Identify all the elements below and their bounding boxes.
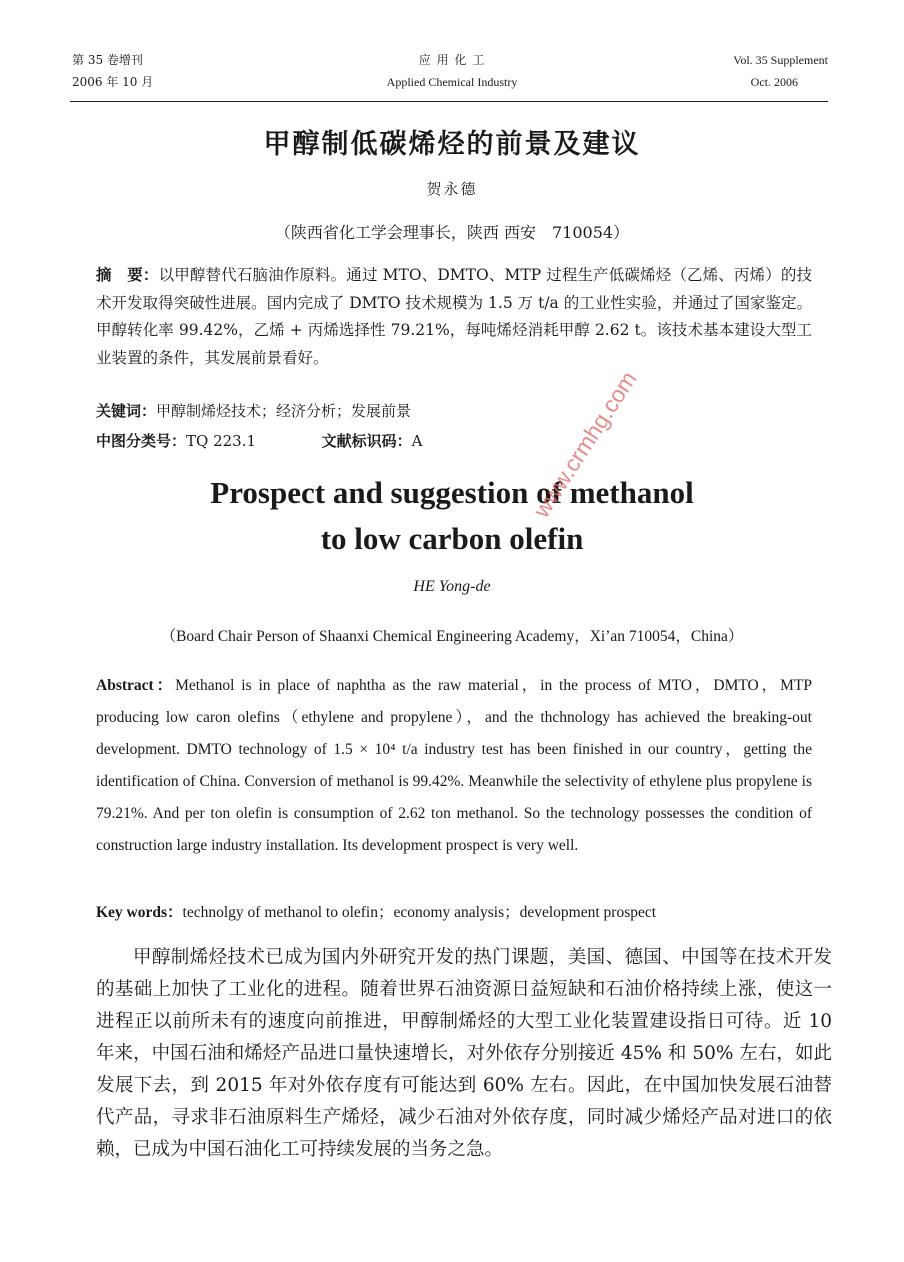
- paper-title-en-line2: to low carbon olefin: [320, 521, 584, 556]
- paper-title-en-line1: Prospect and suggestion of methanol: [210, 475, 694, 510]
- keywords-cn-text: 甲醇制烯烃技术；经济分析；发展前景: [156, 402, 412, 420]
- keywords-cn: [96, 398, 812, 424]
- author-cn: 贺永德: [426, 180, 478, 198]
- clc-label: 中图分类号：: [96, 432, 187, 450]
- journal-volume: 第 35 卷增刊: [72, 53, 143, 67]
- doc-code-value: A: [411, 432, 423, 450]
- affiliation-en: （Board Chair Person of Shaanxi Chemical Engineering Academy，Xi’an 710054，China）: [160, 628, 744, 645]
- journal-name-cn: 应 用 化 工: [418, 53, 486, 67]
- body-paragraph: 甲醇制烯烃技术已成为国内外研究开发的热门课题，美国、德国、中国等在技术开发的基础上加快了工业化的进程。随着世界石油资源日益短缺和石油价格持续上涨，使这一进程正以前所未有的速度向前推进，甲醇制烯烃的大型工业化装置建设指日可待。近 10 年来，中国石油和烯烃产品进口量快速增长，对外依存分别接近 45% 和 50% 左右，如此发展下去，到 2015 年对外依存度有可能达到 60% 左右。因此，在中国加快发展石油替代产品，寻求非石油原料生产烯烃，减少石油对外依存度，同时减少烯烃产品对进口的依赖，已成为中国石油化工可持续发展的当务之急。: [96, 947, 832, 1160]
- journal-volume-en: Vol. 35 Supplement: [733, 53, 828, 67]
- abstract-cn-text: 以甲醇替代石脑油作原料。通过 MTO、DMTO、MTP 过程生产低碳烯烃（乙烯、丙烯）的技术开发取得突破性进展。国内完成了 DMTO 技术规模为 1.5 万 t/a 的工业性实验，并通过了国家鉴定。甲醇转化率 99.42%，乙烯 + 丙烯选择性 79.21%，每吨烯烃消耗甲醇 2.62 t。该技术基本建设大型工业装置的条件，其发展前景看好。: [96, 266, 812, 367]
- author-en: HE Yong-de: [413, 578, 491, 595]
- header-rule: [70, 101, 828, 102]
- abstract-en: [96, 670, 812, 862]
- journal-date-en: Oct. 2006: [750, 75, 798, 89]
- abstract-en-text: Methanol is in place of naphtha as the raw material，in the process of MTO，DMTO，MTP producing low caron olefins（ethylene and propylene），and the thchnology has achieved the breaking-out development. DMTO technology of 1.5 × 10⁴ t/a industry test has been finished in our country，getting the identification of China. Conversion of methanol is 99.42%. Meanwhile the selectivity of ethylene plus propylene is 79.21%. And per ton olefin is consumption of 2.62 ton methanol. So the technology possesses the condition of construction large industry installation. Its development prospect is very well.: [96, 677, 812, 854]
- keywords-en: [96, 900, 812, 926]
- classification: [96, 428, 812, 454]
- abstract-cn: [96, 262, 812, 372]
- watermark: www.crmhg.com: [528, 366, 642, 523]
- affiliation-cn: （陕西省化工学会理事长，陕西 西安 710054）: [274, 223, 630, 242]
- journal-date: 2006 年 10 月: [72, 75, 154, 89]
- doc-code-label: 文献标识码：: [321, 432, 412, 450]
- paper-title-cn: 甲醇制低碳烯烃的前景及建议: [263, 129, 641, 160]
- keywords-cn-label: 关键词：: [96, 402, 157, 420]
- abstract-en-label: Abstract：: [96, 677, 176, 694]
- keywords-en-text: technolgy of methanol to olefin；economy analysis；development prospect: [182, 904, 657, 921]
- paper-title-en: [0, 470, 904, 562]
- clc-value: TQ 223.1: [186, 432, 257, 450]
- keywords-en-label: Key words：: [96, 904, 183, 921]
- journal-name-en: Applied Chemical Industry: [386, 75, 518, 89]
- abstract-cn-label: 摘 要：: [96, 266, 159, 284]
